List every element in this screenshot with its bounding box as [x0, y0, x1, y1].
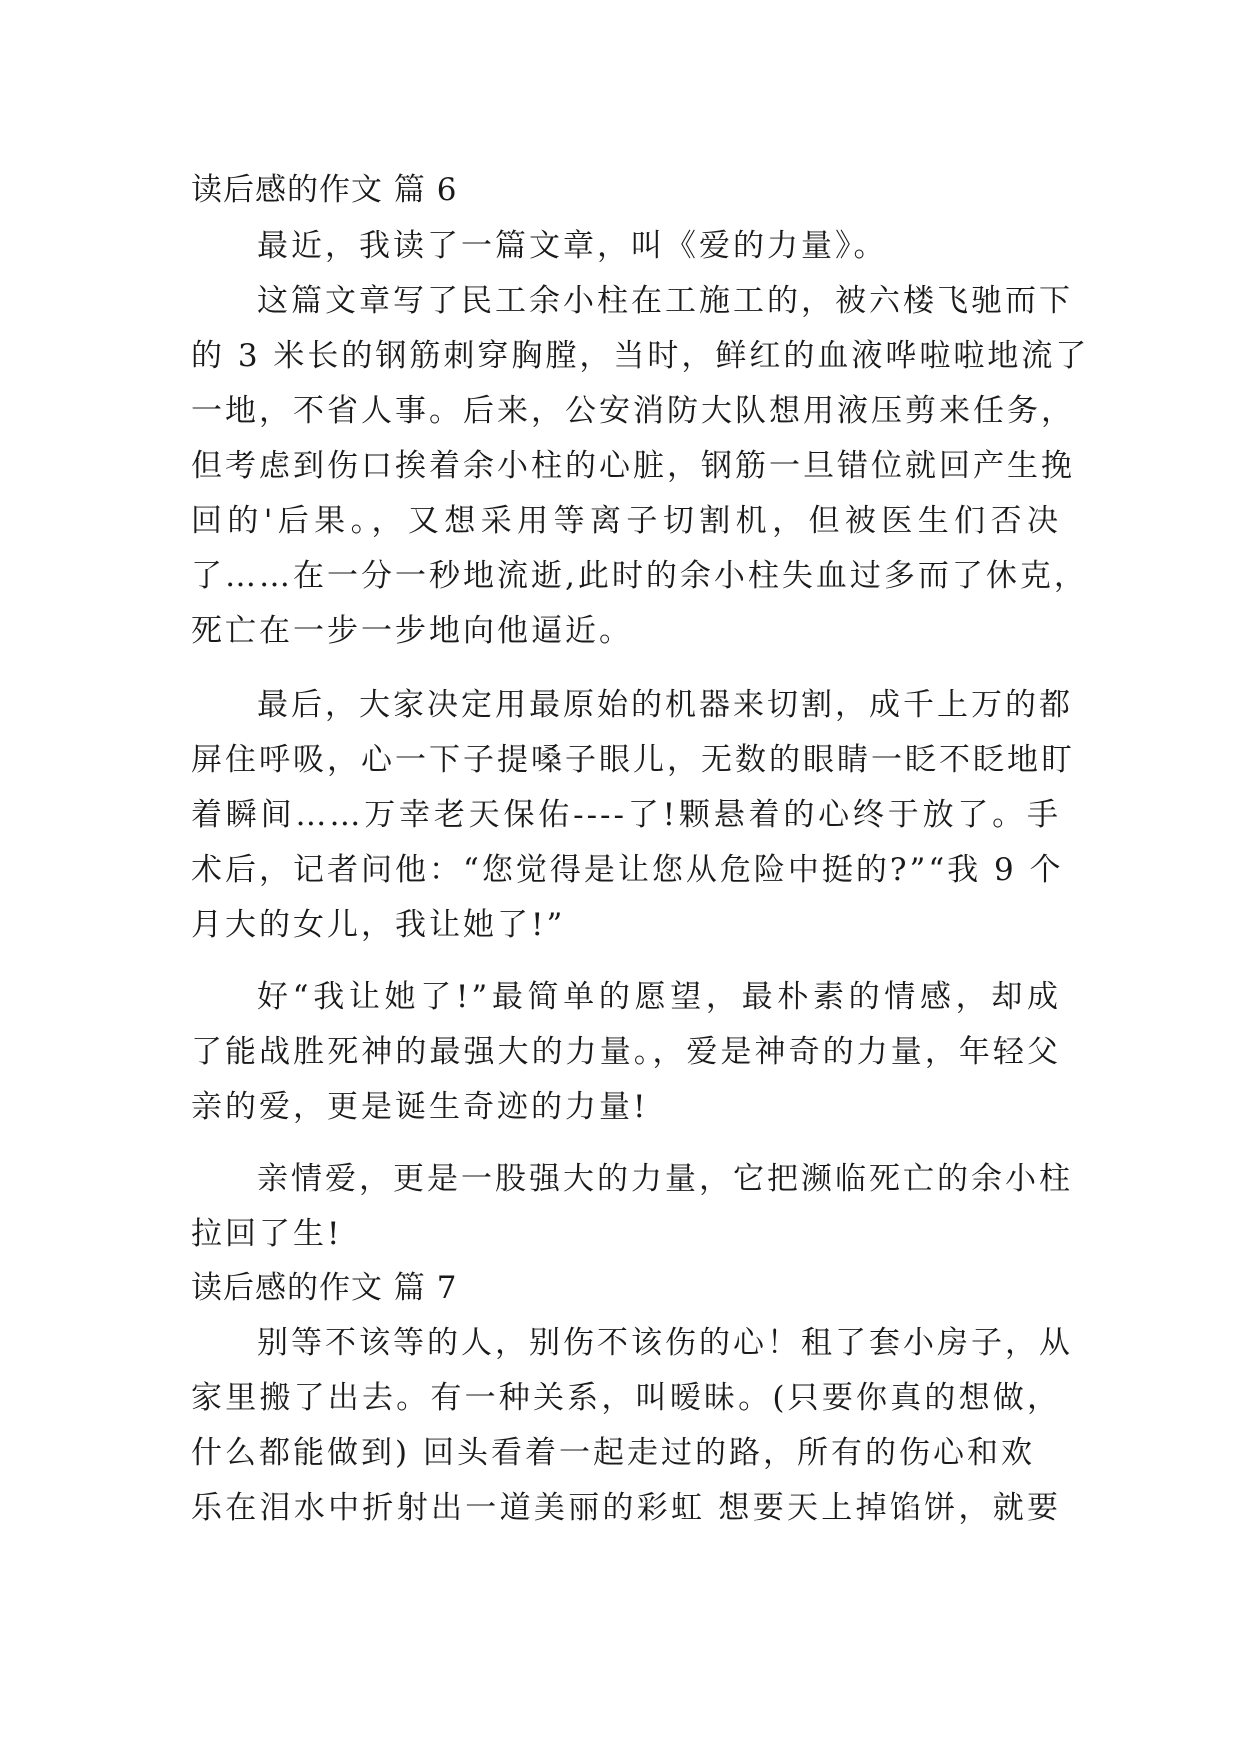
paragraph-line: 家里搬了出去。有一种关系，叫暧昧。(只要你真的想做，	[191, 1380, 1061, 1416]
paragraph-line: 这篇文章写了民工余小柱在工施工的，被六楼飞驰而下	[257, 283, 1073, 319]
paragraph-line: 了能战胜死神的最强大的力量。，爱是神奇的力量，年轻父	[191, 1034, 1061, 1070]
paragraph-line: 一地，不省人事。后来，公安消防大队想用液压剪来任务，	[191, 393, 1075, 429]
paragraph-line: 的 3 米长的钢筋刺穿胸膛，当时，鲜红的血液哗啦啦地流了	[191, 338, 1090, 374]
paragraph-line: 屏住呼吸，心一下子提嗓子眼儿，无数的眼睛一眨不眨地盯	[191, 742, 1075, 778]
paragraph-line: 月大的女儿，我让她了!”	[191, 907, 566, 943]
paragraph-line: 什么都能做到) 回头看着一起走过的路，所有的伤心和欢	[191, 1435, 1035, 1471]
paragraph-line: 了……在一分一秒地流逝,此时的余小柱失血过多而了休克，	[191, 558, 1088, 594]
paragraph-line: 最近，我读了一篇文章，叫《爱的力量》。	[257, 228, 888, 264]
paragraph-line: 别等不该等的人，别伤不该伤的心！租了套小房子，从	[257, 1325, 1073, 1361]
paragraph-line: 拉回了生!	[191, 1216, 343, 1252]
paragraph-line: 好“我让她了!”最简单的愿望，最朴素的情感，却成	[257, 979, 1061, 1015]
paragraph-line: 最后，大家决定用最原始的机器来切割，成千上万的都	[257, 687, 1073, 723]
paragraph-line: 着瞬间……万幸老天保佑----了!颗悬着的心终于放了。手	[191, 797, 1061, 833]
paragraph-line: 死亡在一步一步地向他逼近。	[191, 613, 633, 649]
paragraph-line: 回的'后果。，又想采用等离子切割机，但被医生们否决	[191, 503, 1061, 539]
section-heading-7: 读后感的作文 篇 7	[191, 1270, 458, 1306]
paragraph-line: 亲情爱，更是一股强大的力量，它把濒临死亡的余小柱	[257, 1161, 1073, 1197]
paragraph-line: 术后，记者问他：“您觉得是让您从危险中挺的?”“我 9 个	[191, 852, 1064, 888]
section-heading-6: 读后感的作文 篇 6	[191, 172, 458, 208]
paragraph-line: 乐在泪水中折射出一道美丽的彩虹 想要天上掉馅饼，就要	[191, 1490, 1061, 1526]
paragraph-line: 亲的爱，更是诞生奇迹的力量!	[191, 1089, 649, 1125]
paragraph-line: 但考虑到伤口挨着余小柱的心脏，钢筋一旦错位就回产生挽	[191, 448, 1075, 484]
